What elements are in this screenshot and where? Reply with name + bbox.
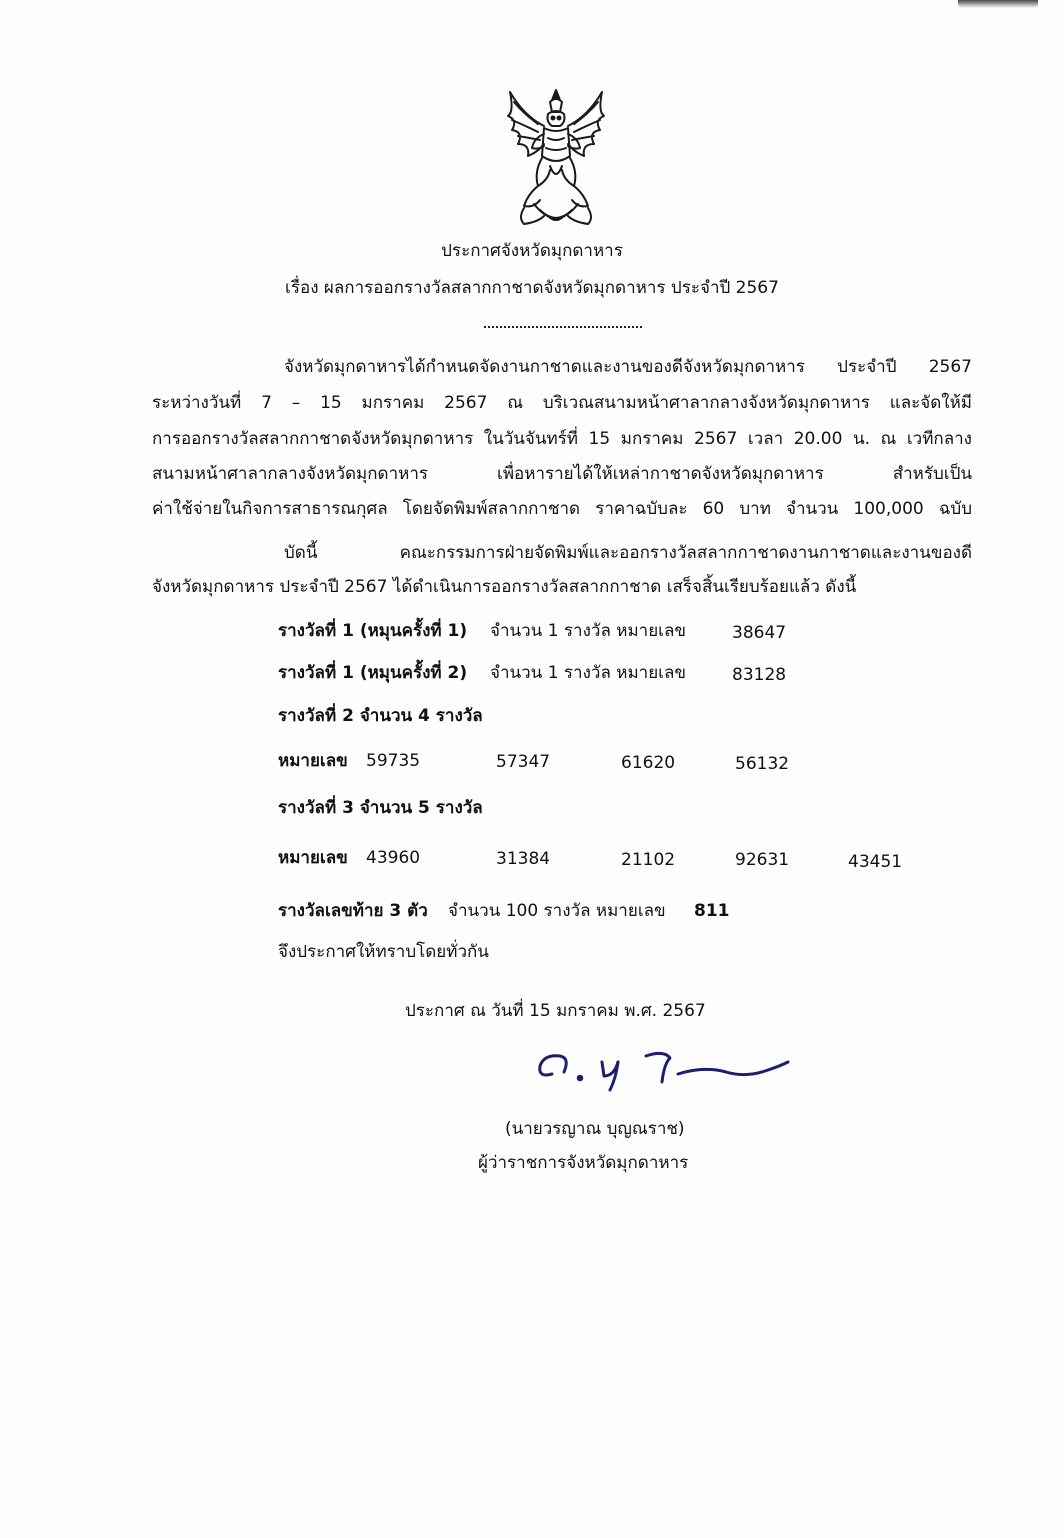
handwritten-signature-icon — [530, 1044, 794, 1096]
prize3-heading: รางวัลที่ 3 จำนวน 5 รางวัล — [278, 798, 483, 818]
prize1-round1-label: รางวัลที่ 1 (หมุนครั้งที่ 1) — [278, 621, 468, 641]
prize2-number-2: 57347 — [496, 752, 551, 772]
prize2-heading: รางวัลที่ 2 จำนวน 4 รางวัล — [278, 706, 483, 726]
prize2-number-4: 56132 — [735, 754, 790, 774]
prize1-round1-detail: จำนวน 1 รางวัล หมายเลข — [490, 621, 687, 641]
prize3-number-4: 92631 — [735, 850, 790, 870]
para2-line-1: บัดนี้ คณะกรรมการฝ่ายจัดพิมพ์และออกรางวัลสลากกาชาดงานกาชาดและงานของดี — [284, 543, 972, 563]
prize1-round2-label: รางวัลที่ 1 (หมุนครั้งที่ 2) — [278, 663, 468, 683]
closing-announce: จึงประกาศให้ทราบโดยทั่วกัน — [278, 942, 489, 962]
para1-line-4: สนามหน้าศาลากลางจังหวัดมุกดาหาร เพื่อหารายได้ให้เหล่ากาชาดจังหวัดมุกดาหาร สำหรับเป็น — [152, 464, 972, 484]
prize1-round2-number: 83128 — [732, 665, 787, 685]
prize3-numbers-label: หมายเลข — [278, 848, 348, 868]
announcement-subject: เรื่อง ผลการออกรางวัลสลากกาชาดจังหวัดมุกดาหาร ประจำปี 2567 — [285, 278, 779, 298]
last3-detail: จำนวน 100 รางวัล หมายเลข — [448, 901, 666, 921]
prize3-number-3: 21102 — [621, 850, 676, 870]
prize3-number-1: 43960 — [366, 848, 421, 868]
last3-label: รางวัลเลขท้าย 3 ตัว — [278, 901, 428, 921]
announcement-title: ประกาศจังหวัดมุกดาหาร — [441, 241, 623, 261]
para1-line-2: ระหว่างวันที่ 7 – 15 มกราคม 2567 ณ บริเวณสนามหน้าศาลากลางจังหวัดมุกดาหาร และจัดให้มี — [152, 393, 972, 413]
para1-line-3: การออกรางวัลสลากกาชาดจังหวัดมุกดาหาร ในวันจันทร์ที่ 15 มกราคม 2567 เวลา 20.00 น. ณ เวทีกลาง — [152, 429, 972, 449]
prize2-number-1: 59735 — [366, 751, 421, 771]
title-separator — [484, 318, 642, 328]
signer-title: ผู้ว่าราชการจังหวัดมุกดาหาร — [478, 1153, 689, 1173]
scan-artifact — [958, 0, 1038, 8]
prize2-number-3: 61620 — [621, 753, 676, 773]
garuda-emblem-icon — [494, 86, 618, 232]
para1-line-5: ค่าใช้จ่ายในกิจการสาธารณกุศล โดยจัดพิมพ์สลากกาชาด ราคาฉบับละ 60 บาท จำนวน 100,000 ฉบับ — [152, 499, 972, 519]
para1-line-1: จังหวัดมุกดาหารได้กำหนดจัดงานกาชาดและงานของดีจังหวัดมุกดาหาร ประจำปี 2567 — [284, 357, 972, 377]
para2-line-2: จังหวัดมุกดาหาร ประจำปี 2567 ได้ดำเนินการออกรางวัลสลากกาชาด เสร็จสิ้นเรียบร้อยแล้ว ดังนี้ — [152, 577, 857, 597]
prize3-number-2: 31384 — [496, 849, 551, 869]
signer-name: (นายวรญาณ บุญณราช) — [505, 1119, 685, 1139]
prize1-round2-detail: จำนวน 1 รางวัล หมายเลข — [490, 663, 687, 683]
prize3-number-5: 43451 — [848, 852, 903, 872]
last3-number: 811 — [694, 901, 730, 921]
prize1-round1-number: 38647 — [732, 623, 787, 643]
prize2-numbers-label: หมายเลข — [278, 751, 348, 771]
announcement-date: ประกาศ ณ วันที่ 15 มกราคม พ.ศ. 2567 — [405, 1001, 706, 1021]
